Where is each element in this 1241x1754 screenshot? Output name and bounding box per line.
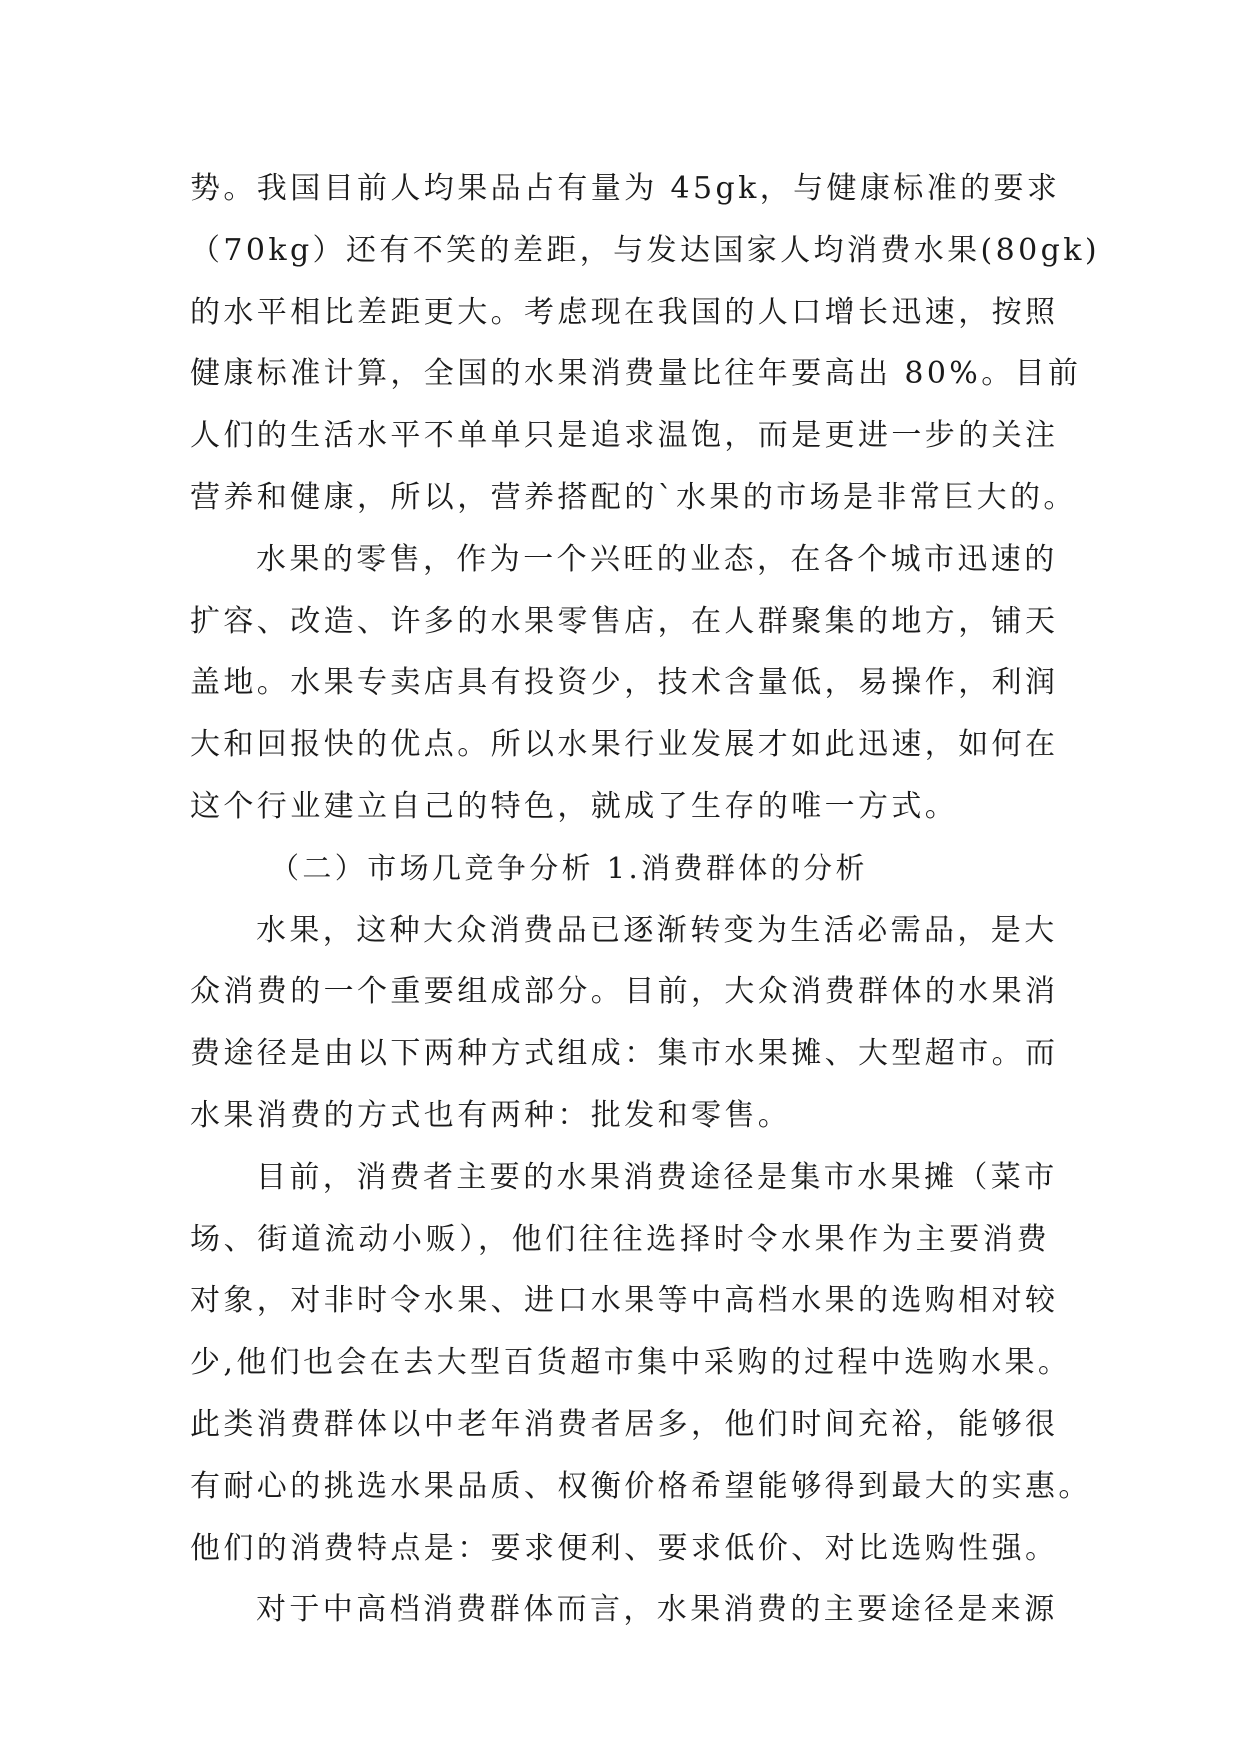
text-line: （70kg）还有不笑的差距，与发达国家人均消费水果(80gk): [190, 232, 1100, 268]
text-line: 他们的消费特点是：要求便利、要求低价、对比选购性强。: [190, 1530, 1059, 1566]
text-line: 水果消费的方式也有两种：批发和零售。: [190, 1097, 792, 1133]
text-line: 势。我国目前人均果品占有量为 45gk，与健康标准的要求: [190, 171, 1061, 206]
text-line: 大和回报快的优点。所以水果行业发展才如此迅速，如何在: [190, 727, 1059, 763]
text-line: 的水平相比差距更大。考虑现在我国的人口增长迅速，按照: [190, 294, 1059, 330]
text-line: 人们的生活水平不单单只是追求温饱，而是更进一步的关注: [190, 418, 1059, 454]
text-line: 这个行业建立自己的特色，就成了生存的唯一方式。: [190, 788, 959, 824]
text-line: 营养和健康，所以，营养搭配的`水果的市场是非常巨大的。: [190, 479, 1077, 515]
text-line: 场、街道流动小贩），他们往往选择时令水果作为主要消费: [190, 1221, 1050, 1257]
text-line: 对于中高档消费群体而言，水果消费的主要途径是来源: [256, 1592, 1058, 1628]
text-line: 健康标准计算，全国的水果消费量比往年要高出 80%。目前: [190, 356, 1082, 392]
text-line: 少,他们也会在去大型百货超市集中采购的过程中选购水果。: [190, 1345, 1072, 1381]
text-line: 此类消费群体以中老年消费者居多，他们时间充裕，能够很: [190, 1406, 1059, 1442]
body-text: [190, 158, 1100, 1641]
text-line: 有耐心的挑选水果品质、权衡价格希望能够得到最大的实惠。: [190, 1468, 1092, 1504]
text-line: 众消费的一个重要组成部分。目前，大众消费群体的水果消: [190, 974, 1059, 1010]
text-line: 费途径是由以下两种方式组成：集市水果摊、大型超市。而: [190, 1036, 1059, 1072]
text-line: 盖地。水果专卖店具有投资少，技术含量低，易操作，利润: [190, 665, 1059, 701]
text-line: 水果的零售，作为一个兴旺的业态，在各个城市迅速的: [256, 541, 1058, 577]
text-line: 水果，这种大众消费品已逐渐转变为生活必需品，是大: [256, 912, 1058, 948]
text-line: 对象，对非时令水果、进口水果等中高档水果的选购相对较: [190, 1283, 1059, 1319]
text-line: 目前，消费者主要的水果消费途径是集市水果摊（菜市: [256, 1159, 1058, 1195]
section-heading: （二）市场几竞争分析 1.消费群体的分析: [270, 850, 868, 885]
text-line: 扩容、改造、许多的水果零售店，在人群聚集的地方，铺天: [190, 603, 1059, 639]
